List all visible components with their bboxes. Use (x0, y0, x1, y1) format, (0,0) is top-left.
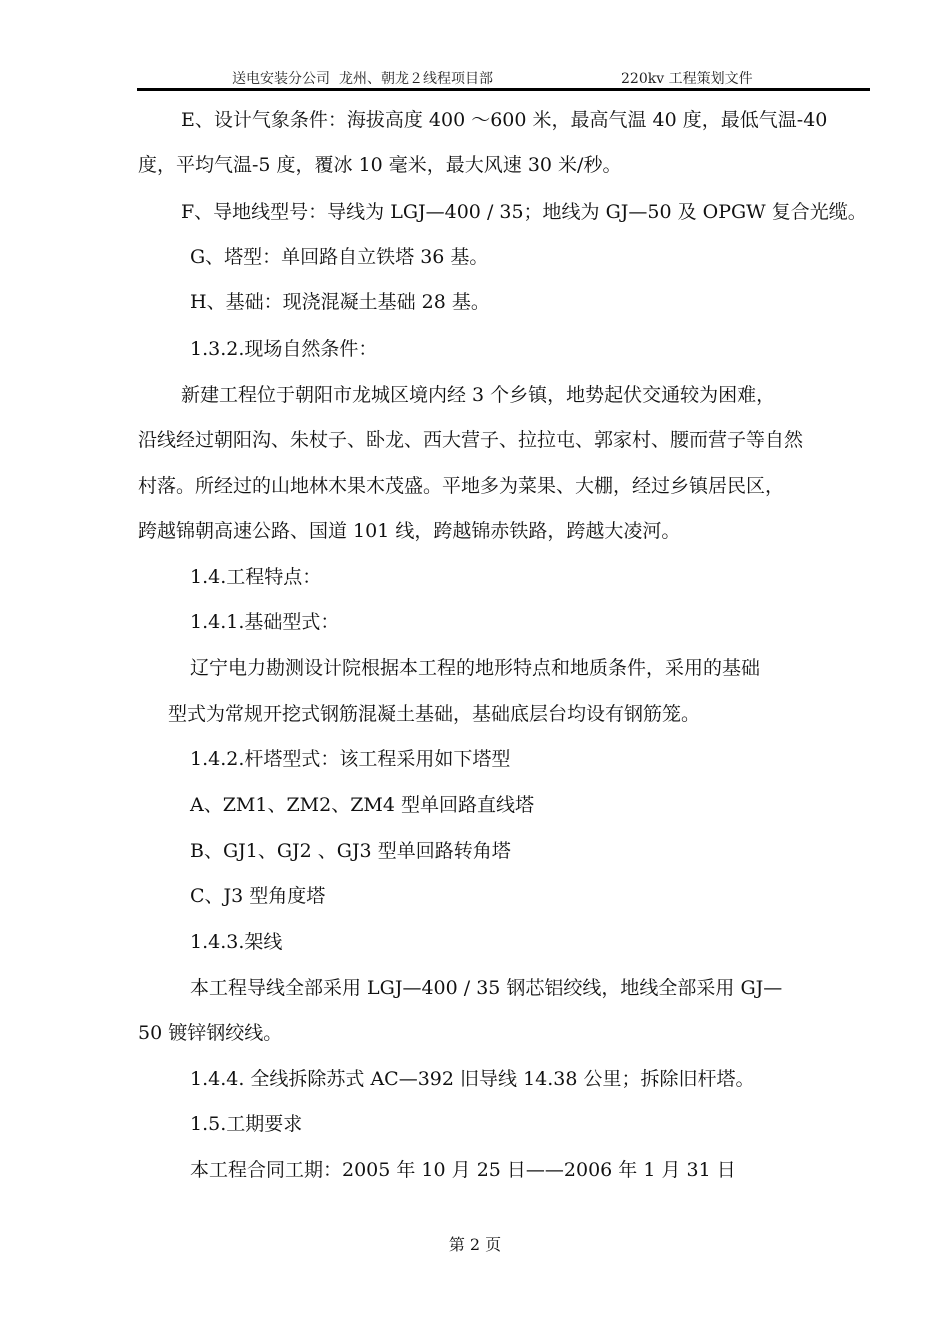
header-project: 龙州、朝龙２线程项目部 (339, 71, 493, 87)
list-item: C、J3 型角度塔 (190, 885, 326, 907)
text-line: H、基础：现浇混凝土基础 28 基。 (190, 291, 490, 313)
list-item: B、GJ1、GJ2 、GJ3 型单回路转角塔 (190, 840, 511, 862)
text-line: F、导地线型号：导线为 LGJ—400 / 35；地线为 GJ—50 及 OPGW 复合光缆。 (181, 201, 867, 223)
text-line: 50 镀锌钢绞线。 (138, 1022, 283, 1044)
section-heading: 1.4.3.架线 (190, 931, 283, 953)
page-number: 第 2 页 (448, 1235, 502, 1254)
page-header (137, 66, 870, 88)
section-heading: 1.4.1.基础型式： (190, 611, 340, 633)
text-line: 村落。所经过的山地林木果木茂盛。平地多为菜果、大棚，经过乡镇居民区， (138, 475, 785, 497)
text-line: 辽宁电力勘测设计院根据本工程的地形特点和地质条件，采用的基础 (190, 657, 761, 679)
text-line: 本工程合同工期：2005 年 10 月 25 日——2006 年 1 月 31 日 (190, 1159, 736, 1181)
section-heading: 1.3.2.现场自然条件： (190, 338, 378, 360)
list-item: A、ZM1、ZM2、ZM4 型单回路直线塔 (190, 794, 534, 816)
text-line: 型式为常规开挖式钢筋混凝土基础，基础底层台均设有钢筋笼。 (168, 703, 701, 725)
section-heading: 1.5.工期要求 (190, 1113, 303, 1135)
section-heading: 1.4.2.杆塔型式：该工程采用如下塔型 (190, 748, 511, 770)
text-line: 1.4.4. 全线拆除苏式 AC—392 旧导线 14.38 公里；拆除旧杆塔。 (190, 1068, 755, 1090)
text-line: 新建工程位于朝阳市龙城区境内经 3 个乡镇，地势起伏交通较为困难， (181, 384, 776, 406)
section-heading: 1.4.工程特点： (190, 566, 322, 588)
header-document-title: 220kv 工程策划文件 (621, 71, 753, 87)
text-line: G、塔型：单回路自立铁塔 36 基。 (190, 246, 489, 268)
text-line: 度，平均气温-5 度，覆冰 10 毫米，最大风速 30 米/秒。 (138, 154, 622, 176)
text-line: 沿线经过朝阳沟、朱杖子、卧龙、西大营子、拉拉屯、郭家村、腰而营子等自然 (138, 429, 804, 451)
text-line: 跨越锦朝高速公路、国道 101 线，跨越锦赤铁路，跨越大凌河。 (138, 520, 681, 542)
text-line: 本工程导线全部采用 LGJ—400 / 35 钢芯铝绞线，地线全部采用 GJ— (190, 977, 783, 999)
header-rule (137, 88, 870, 91)
text-line: E、设计气象条件：海拔高度 400 ～600 米，最高气温 40 度，最低气温-40 (181, 109, 828, 131)
header-company: 送电安装分公司 (232, 71, 330, 87)
